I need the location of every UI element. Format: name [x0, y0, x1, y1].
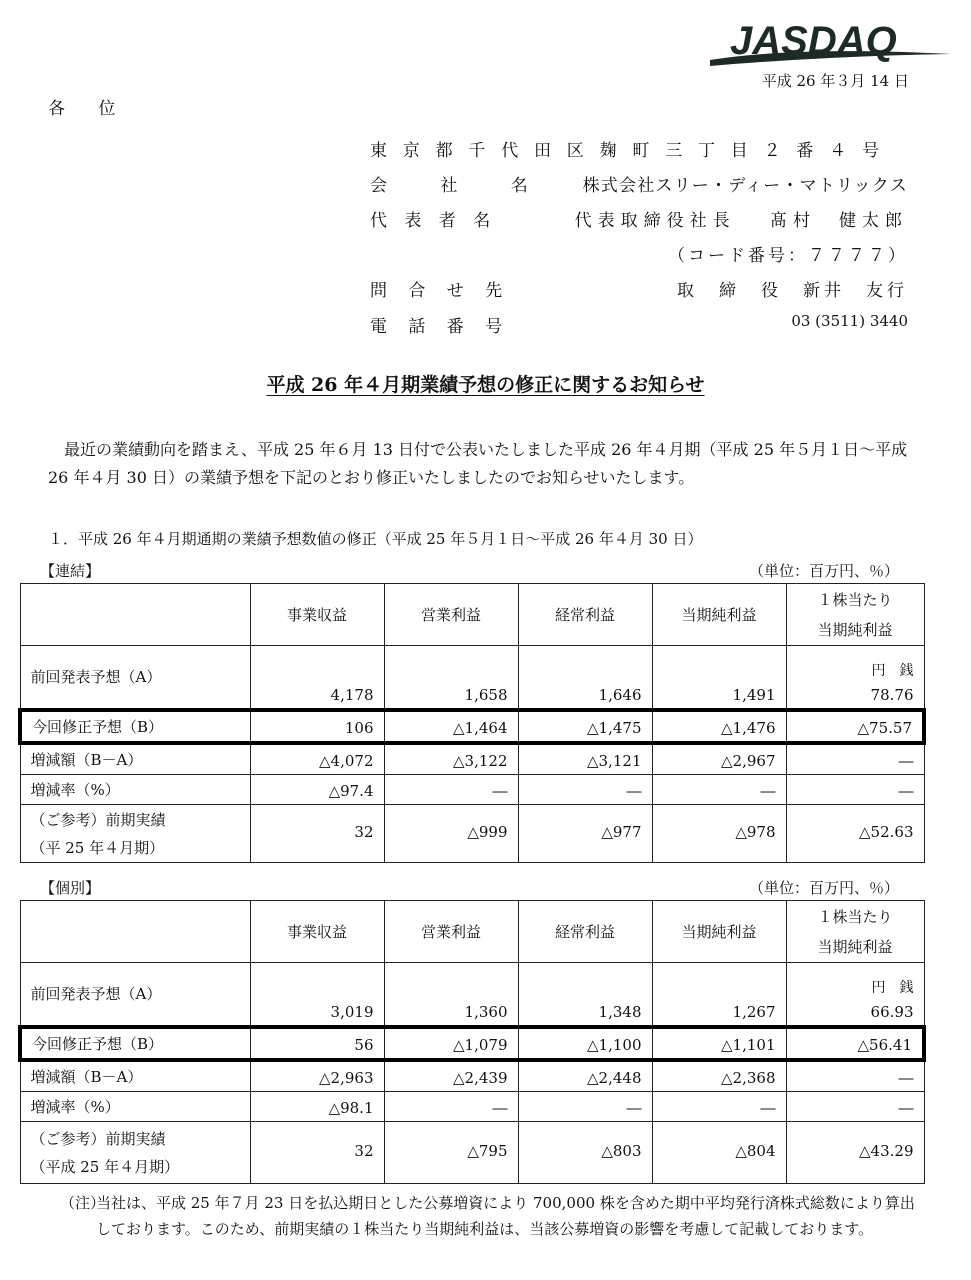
table-cell: 1,646: [518, 646, 652, 710]
table-cell: 1,267: [652, 963, 786, 1027]
table-cell: △3,122: [384, 743, 518, 775]
column-header: 事業収益: [250, 584, 384, 646]
table-cell: ―: [786, 743, 924, 775]
table-cell: △2,448: [518, 1060, 652, 1092]
table-cell: 4,178: [250, 646, 384, 710]
contact-value: 取 締 役 新井 友行: [677, 281, 908, 301]
intro-paragraph: 最近の業績動向を踏まえ、平成 25 年６月 13 日付で公表いたしました平成 26 年４月期（平成 25 年５月１日～平成 26 年４月 30 日）の業績予想を下記のとおり修正いたしましたのでお知らせいたします。: [48, 440, 908, 487]
row-label: 増減率（%）: [20, 1092, 250, 1122]
table-cell: 106: [250, 710, 384, 743]
table-cell: △1,464: [384, 710, 518, 743]
jasdaq-logo-graphic: [708, 10, 953, 70]
table-row: [20, 1092, 924, 1122]
page-title: 平成 26 年４月期業績予想の修正に関するお知らせ: [266, 374, 705, 396]
phone-row: [370, 312, 908, 337]
column-header-eps: １株当たり 当期純利益: [786, 584, 924, 646]
column-header: 営業利益: [384, 584, 518, 646]
table-cell: ―: [518, 775, 652, 805]
table-cell: △4,072: [250, 743, 384, 775]
phone-label: 電 話 番 号: [370, 317, 511, 337]
table-cell: △75.57: [786, 710, 924, 743]
svg-text:JASDAQ: JASDAQ: [730, 19, 897, 63]
table-cell: 1,658: [384, 646, 518, 710]
table-header-row: [20, 584, 924, 646]
table-row: [20, 646, 924, 710]
table-cell: ―: [786, 1060, 924, 1092]
footnote-mark: （注）: [60, 1194, 106, 1212]
company-address: [370, 136, 908, 161]
table-cell: △1,476: [652, 710, 786, 743]
table-cell: ―: [786, 775, 924, 805]
table-cell: △1,475: [518, 710, 652, 743]
table-cell: 32: [250, 1122, 384, 1184]
row-label: （ご参考）前期実績 （平 25 年４月期）: [20, 805, 250, 863]
table-header-row: [20, 901, 924, 963]
table-cell: 32: [250, 805, 384, 863]
table-cell: △98.1: [250, 1092, 384, 1122]
table-cell: ―: [652, 1092, 786, 1122]
individual-table: [18, 900, 926, 1184]
contact-label: 問 合 せ 先: [370, 281, 511, 301]
table-row-highlighted: [20, 1027, 924, 1060]
code-number: （コード番号：７７７７）: [668, 246, 908, 266]
column-header: 経常利益: [518, 901, 652, 963]
phone-value: 03 (3511) 3440: [791, 312, 908, 330]
contact-row: [370, 276, 908, 301]
column-header: 事業収益: [250, 901, 384, 963]
document-date: 平成 26 年３月 14 日: [761, 72, 909, 90]
representative-label: 代 表 者 名: [370, 211, 497, 231]
table-row: [20, 775, 924, 805]
table-cell: △1,079: [384, 1027, 518, 1060]
header-blank: [20, 901, 250, 963]
table-cell: ―: [652, 775, 786, 805]
row-label: 前回発表予想（A）: [20, 963, 250, 1027]
company-name-label: 会 社 名: [370, 176, 552, 196]
row-label: （ご参考）前期実績 （平成 25 年４月期）: [20, 1122, 250, 1184]
row-label: 増減額（B－A）: [20, 1060, 250, 1092]
table-cell: ―: [518, 1092, 652, 1122]
table-row: [20, 963, 924, 1027]
footnote: [60, 1190, 920, 1242]
table-row: [20, 805, 924, 863]
table-cell: △2,439: [384, 1060, 518, 1092]
consolidated-unit: （単位：百万円、％）: [748, 562, 899, 580]
row-label: 今回修正予想（B）: [20, 710, 250, 743]
row-label: 前回発表予想（A）: [20, 646, 250, 710]
table-cell: ―: [384, 1092, 518, 1122]
table-cell: △999: [384, 805, 518, 863]
row-label: 増減率（%）: [20, 775, 250, 805]
footnote-text: 当社は、平成 25 年７月 23 日を払込期日とした公募増資により 700,000 株を含めた期中平均発行済株式総数により算出しております。このため、前期実績の１株当たり当期純利益は、当該公募増資の影響を考慮して記載しております。: [96, 1194, 915, 1238]
table-cell-eps: 円 銭 78.76: [786, 646, 924, 710]
table-cell: 1,348: [518, 963, 652, 1027]
table-cell: △2,368: [652, 1060, 786, 1092]
table-cell: 1,360: [384, 963, 518, 1027]
company-name-value: 株式会社スリー・ディー・マトリックス: [582, 176, 908, 196]
table-row: [20, 743, 924, 775]
table-cell: △3,121: [518, 743, 652, 775]
table-cell: △52.63: [786, 805, 924, 863]
table-row-highlighted: [20, 710, 924, 743]
table-cell: △804: [652, 1122, 786, 1184]
yen-sen-label: 円 銭: [871, 979, 914, 996]
consolidated-tag: 【連結】: [40, 562, 101, 580]
table-cell: △2,967: [652, 743, 786, 775]
table-cell: ―: [786, 1092, 924, 1122]
table-cell: ―: [384, 775, 518, 805]
company-address-text: 東京都千代田区麹町三丁目２番４号: [370, 141, 895, 161]
table-cell: 56: [250, 1027, 384, 1060]
representative-value: 代表取締役社長 髙村 健太郎: [574, 211, 908, 231]
table-cell: △1,101: [652, 1027, 786, 1060]
section-title: １．平成 26 年４月期通期の業績予想数値の修正（平成 25 年５月１日～平成 26 年４月 30 日）: [48, 530, 703, 548]
table-row: [20, 1122, 924, 1184]
company-name-row: [370, 171, 908, 196]
table-cell: △795: [384, 1122, 518, 1184]
row-label: 増減額（B－A）: [20, 743, 250, 775]
table-cell: 3,019: [250, 963, 384, 1027]
individual-unit: （単位：百万円、％）: [748, 879, 899, 897]
representative-row: [370, 206, 908, 231]
row-label: 今回修正予想（B）: [20, 1027, 250, 1060]
column-header: 経常利益: [518, 584, 652, 646]
table-row: [20, 1060, 924, 1092]
table-cell: △43.29: [786, 1122, 924, 1184]
table-cell: △97.4: [250, 775, 384, 805]
column-header: 営業利益: [384, 901, 518, 963]
table-cell: △1,100: [518, 1027, 652, 1060]
individual-tag: 【個別】: [40, 879, 101, 897]
column-header: 当期純利益: [652, 584, 786, 646]
table-cell: △977: [518, 805, 652, 863]
jasdaq-logo: [708, 10, 953, 70]
header-blank: [20, 584, 250, 646]
table-cell: 1,491: [652, 646, 786, 710]
table-cell: △978: [652, 805, 786, 863]
addressee: 各 位: [48, 99, 130, 119]
yen-sen-label: 円 銭: [871, 662, 914, 679]
code-number-row: [370, 241, 908, 266]
table-cell: △803: [518, 1122, 652, 1184]
table-cell: △56.41: [786, 1027, 924, 1060]
column-header: 当期純利益: [652, 901, 786, 963]
column-header-eps: １株当たり 当期純利益: [786, 901, 924, 963]
consolidated-table: [18, 583, 926, 863]
table-cell: △2,963: [250, 1060, 384, 1092]
table-cell-eps: 円 銭 66.93: [786, 963, 924, 1027]
